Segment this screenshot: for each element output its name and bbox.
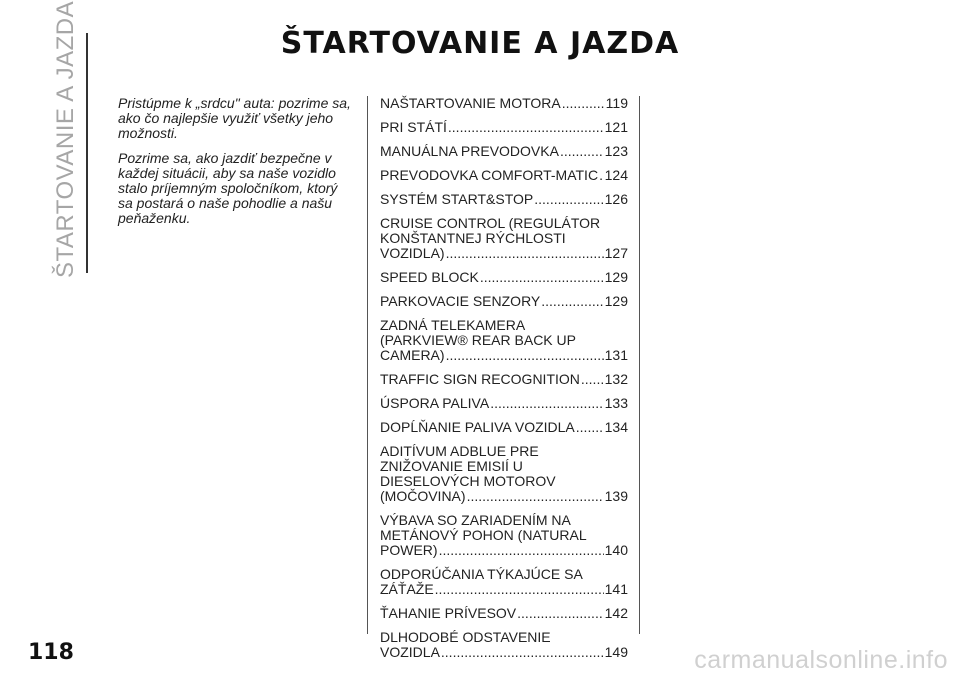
toc-page-number: 149 xyxy=(604,644,628,660)
toc-entry-last-line xyxy=(380,294,628,309)
toc-entry-line: ADITÍVUM ADBLUE PRE xyxy=(380,443,539,459)
toc-entry-title: NAŠTARTOVANIE MOTORA xyxy=(380,95,561,111)
toc-entry-last-line xyxy=(380,120,628,135)
toc-entry-last-line xyxy=(380,144,628,159)
toc-leader-dots xyxy=(541,294,603,309)
toc-page-number: 142 xyxy=(604,605,628,621)
toc-entry-title: SYSTÉM START&STOP xyxy=(380,191,534,207)
toc-entry[interactable] xyxy=(380,144,628,159)
toc-leader-dots xyxy=(480,270,604,285)
toc-entry-title: DOPĹŇANIE PALIVA VOZIDLA xyxy=(380,419,575,435)
toc-entry-title: POWER) xyxy=(380,542,438,558)
toc-entry[interactable] xyxy=(380,420,628,435)
toc-leader-dots xyxy=(517,606,603,621)
toc-page-number: 119 xyxy=(605,95,628,111)
toc-leader-dots xyxy=(439,543,604,558)
toc-page-number: 139 xyxy=(604,488,628,504)
toc-page-number: 126 xyxy=(604,191,628,207)
toc-leader-dots xyxy=(448,120,604,135)
toc-leader-dots xyxy=(599,168,604,183)
toc-leader-dots xyxy=(490,396,603,411)
toc-entry-title: SPEED BLOCK xyxy=(380,269,479,285)
toc-entry-last-line xyxy=(380,645,628,660)
table-of-contents xyxy=(380,96,628,669)
toc-entry-last-line xyxy=(380,168,628,183)
toc-leader-dots xyxy=(534,192,603,207)
toc-entry-line: DIESELOVÝCH MOTOROV xyxy=(380,473,556,489)
toc-entry-last-line xyxy=(380,543,628,558)
toc-page-number: 121 xyxy=(604,119,628,135)
toc-page-number: 129 xyxy=(604,269,628,285)
intro-text xyxy=(118,96,356,236)
toc-leader-dots xyxy=(581,372,604,387)
toc-entry-last-line xyxy=(380,246,628,261)
toc-leader-dots xyxy=(435,582,604,597)
toc-entry-title: (MOČOVINA) xyxy=(380,488,466,504)
intro-paragraph: Pristúpme k „srdcu" auta: pozrime sa, ako čo najlepšie využiť všetky jeho možnosti. xyxy=(118,95,351,141)
toc-entry[interactable] xyxy=(380,96,628,111)
toc-page-number: 127 xyxy=(604,245,628,261)
toc-entry-last-line xyxy=(380,606,628,621)
toc-entry[interactable] xyxy=(380,294,628,309)
toc-entry-last-line xyxy=(380,582,628,597)
side-tab-label: ŠTARTOVANIE A JAZDA xyxy=(52,0,79,278)
toc-entry-title: VOZIDLA xyxy=(380,644,440,660)
toc-entry[interactable] xyxy=(380,396,628,411)
toc-page-number: 132 xyxy=(604,371,628,387)
toc-entry[interactable] xyxy=(380,120,628,135)
toc-leader-dots xyxy=(467,489,604,504)
toc-entry-title: PARKOVACIE SENZORY xyxy=(380,293,541,309)
toc-entry-last-line xyxy=(380,96,628,111)
toc-entry-line: ZADNÁ TELEKAMERA xyxy=(380,317,526,333)
column-divider-right xyxy=(639,96,640,634)
toc-page-number: 140 xyxy=(604,542,628,558)
toc-page-number: 123 xyxy=(604,143,628,159)
toc-entry[interactable] xyxy=(380,192,628,207)
toc-entry-title: ŤAHANIE PRÍVESOV xyxy=(380,605,517,621)
toc-leader-dots xyxy=(576,420,604,435)
toc-page-number: 141 xyxy=(604,581,628,597)
toc-entry-last-line xyxy=(380,489,628,504)
toc-entry-last-line xyxy=(380,372,628,387)
toc-entry[interactable] xyxy=(380,513,628,558)
toc-entry-line: (PARKVIEW® REAR BACK UP xyxy=(380,332,576,348)
toc-entry-title: PREVODOVKA COMFORT-MATIC xyxy=(380,167,599,183)
toc-entry-title: MANUÁLNA PREVODOVKA xyxy=(380,143,559,159)
toc-entry-last-line xyxy=(380,192,628,207)
chapter-title: ŠTARTOVANIE A JAZDA xyxy=(280,26,680,61)
toc-entry-title: CAMERA) xyxy=(380,347,445,363)
toc-entry-title: ZÁŤAŽE xyxy=(380,581,434,597)
toc-entry-last-line xyxy=(380,270,628,285)
column-divider-left xyxy=(367,96,368,634)
toc-entry-title: TRAFFIC SIGN RECOGNITION xyxy=(380,371,580,387)
toc-entry-last-line xyxy=(380,420,628,435)
toc-entry[interactable] xyxy=(380,270,628,285)
page-number: 118 xyxy=(28,640,74,665)
toc-entry[interactable] xyxy=(380,216,628,261)
toc-entry[interactable] xyxy=(380,606,628,621)
side-tab-divider xyxy=(86,33,88,273)
toc-leader-dots xyxy=(446,348,604,363)
toc-page-number: 129 xyxy=(604,293,628,309)
toc-entry[interactable] xyxy=(380,372,628,387)
toc-entry[interactable] xyxy=(380,318,628,363)
toc-entry-title: ÚSPORA PALIVA xyxy=(380,395,490,411)
toc-leader-dots xyxy=(560,144,604,159)
toc-entry-line: VÝBAVA SO ZARIADENÍM NA xyxy=(380,512,571,528)
toc-entry-title: PRI STÁTÍ xyxy=(380,119,447,135)
toc-entry-last-line xyxy=(380,396,628,411)
toc-entry[interactable] xyxy=(380,567,628,597)
intro-paragraph: Pozrime sa, ako jazdiť bezpečne v každej situácii, aby sa naše vozidlo stalo príjemným spoločníkom, ktorý sa postará o naše pohodlie a našu peňaženku. xyxy=(118,150,338,226)
toc-leader-dots xyxy=(562,96,605,111)
toc-page-number: 133 xyxy=(604,395,628,411)
toc-leader-dots xyxy=(446,246,604,261)
toc-entry-line: ODPORÚČANIA TÝKAJÚCE SA xyxy=(380,566,583,582)
toc-page-number: 131 xyxy=(604,347,628,363)
toc-entry[interactable] xyxy=(380,444,628,504)
toc-entry-title: VOZIDLA) xyxy=(380,245,445,261)
toc-entry-line: METÁNOVÝ POHON (NATURAL xyxy=(380,527,587,543)
toc-entry-line: KONŠTANTNEJ RÝCHLOSTI xyxy=(380,230,566,246)
toc-page-number: 124 xyxy=(604,167,628,183)
toc-entry-line: ZNIŽOVANIE EMISIÍ U xyxy=(380,458,523,474)
toc-entry-line: CRUISE CONTROL (REGULÁTOR xyxy=(380,215,601,231)
toc-entry-line: DLHODOBÉ ODSTAVENIE xyxy=(380,629,551,645)
toc-leader-dots xyxy=(441,645,604,660)
toc-page-number: 134 xyxy=(604,419,628,435)
toc-entry[interactable] xyxy=(380,630,628,660)
watermark: carmanualsonline.info xyxy=(694,646,948,674)
toc-entry[interactable] xyxy=(380,168,628,183)
toc-entry-last-line xyxy=(380,348,628,363)
